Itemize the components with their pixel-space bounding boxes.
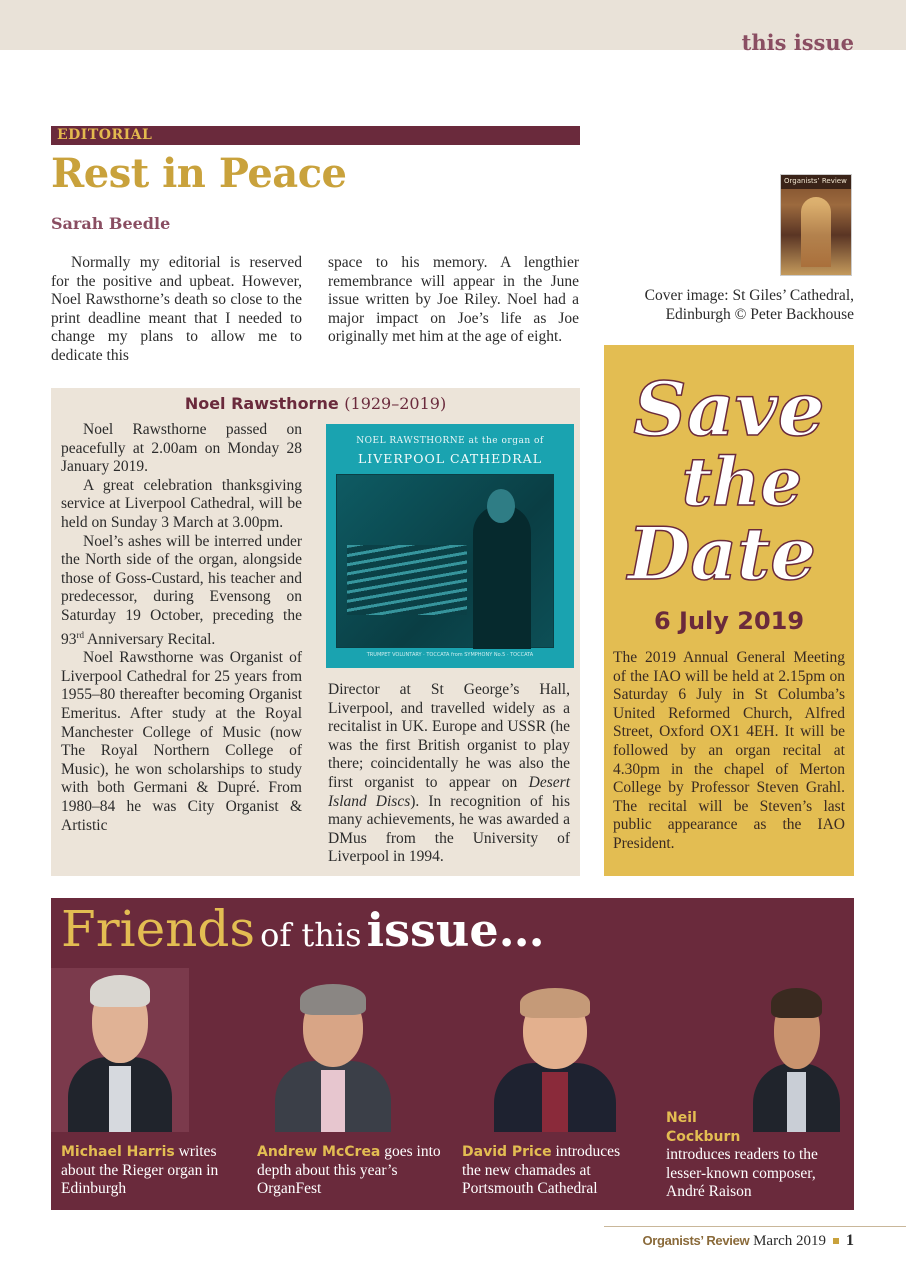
- editorial-title: Rest in Peace: [51, 150, 347, 197]
- page-number: 1: [846, 1232, 854, 1249]
- section-label: this issue: [741, 30, 854, 55]
- editorial-column-1: Normally my editorial is reserved for the positive and upbeat. However, Noel Rawsthorne’s death so close to the print deadline meant that I needed to change my plans to allow me to dedicate this: [51, 254, 302, 364]
- record-cover-image: [326, 424, 574, 668]
- obituary-title-name: Noel Rawsthorne: [184, 394, 339, 413]
- record-cover-line-1: NOEL RAWSTHORNE at the organ of: [356, 436, 544, 446]
- editorial-author: Sarah Beedle: [51, 214, 171, 233]
- footer-issue: March 2019: [753, 1233, 826, 1249]
- editorial-kicker: EDITORIAL: [57, 127, 153, 143]
- contributor-caption: Andrew McCrea goes into depth about this year’s OrganFest: [257, 1143, 441, 1198]
- cover-thumbnail: [780, 174, 852, 276]
- page-footer: [642, 1232, 854, 1250]
- contributor-photo: [257, 978, 409, 1132]
- cover-thumbnail-masthead: Organists’ Review: [784, 177, 847, 185]
- save-the-date-script-graphic: [622, 359, 836, 589]
- contributor-photo: [51, 968, 189, 1132]
- save-script-word: Date: [627, 511, 817, 589]
- obituary-paragraph: Noel Rawsthorne passed on peacefully at 2.00am on Monday 28 January 2019.: [61, 421, 302, 476]
- obituary-paragraph: Noel Rawsthorne was Organist of Liverpool Cathedral for 25 years from 1955–80 thereafter becoming Organist Emeritus. After study at the Royal Manchester College of Music (now The Royal Northern College of Music), he won scholarships to study with both Germani & Dupré. From 1980–84 he was City Organist & Artistic: [61, 649, 302, 834]
- save-script-word: Save: [633, 367, 825, 453]
- record-cover-line-2: LIVERPOOL CATHEDRAL: [357, 451, 542, 466]
- friends-of-this-issue: [51, 898, 854, 1210]
- contributor-caption: Michael Harris writes about the Rieger organ in Edinburgh: [61, 1143, 219, 1198]
- save-script-word: the: [681, 443, 803, 521]
- obituary-paragraph: Noel’s ashes will be interred under the North side of the organ, alongside those of Goss-Custard, his teacher and predecessor, during Evensong on Saturday 19 October, preceding the 93rd Anniversary Recital.: [61, 532, 302, 648]
- record-cover-tracks: TRUMPET VOLUNTARY · TOCCATA from SYMPHONY No.5 · TOCCATA: [366, 652, 534, 658]
- obituary-title: [51, 394, 580, 413]
- save-the-date-date: 6 July 2019: [653, 607, 805, 635]
- editorial-kicker-bar: [51, 126, 580, 145]
- contributor-photo: [475, 982, 635, 1132]
- contributor-caption: David Price introduces the new chamades at Portsmouth Cathedral: [462, 1143, 621, 1198]
- obituary-sidebar: [51, 388, 580, 876]
- save-the-date-text: The 2019 Annual General Meeting of the IAO will be held at 2.15pm on Saturday 6 July in St Columba’s United Reformed Church, Alfred Street, Oxford OX1 4EH. It will be followed by an organ recital at 4.30pm in the chapel of Merton College by Professor Steven Grahl. The recital will be Steven’s last public appearance as the IAO President.: [613, 649, 845, 852]
- cover-caption: Cover image: St Giles’ Cathedral, Edinburgh © Peter Backhouse: [644, 287, 854, 323]
- footer-rule: [604, 1226, 906, 1227]
- editorial-column-2: space to his memory. A lengthier remembrance will appear in the June issue written by Joe Riley. Noel had a major impact on Joe’s life as Joe originally met him at the age of eight.: [328, 254, 579, 346]
- save-the-date-box: [604, 345, 854, 876]
- obituary-column-2: Director at St George’s Hall, Liverpool, and travelled widely as a recitalist in UK. Europe and USSR (he was the first British organist to play there; coincidentally he was also the first organist to appear on Desert Island Discs). In recognition of his many achievements, he was awarded a DMus from the University of Liverpool in 1994.: [328, 681, 570, 866]
- obituary-title-years: (1929–2019): [344, 394, 447, 413]
- obituary-paragraph: A great celebration thanksgiving service at Liverpool Cathedral, will be held on Sunday 3 March at 3.00pm.: [61, 476, 302, 531]
- organist-photo: [336, 474, 554, 648]
- obituary-column-1: [61, 421, 302, 835]
- contributor-caption: Neil Cockburn introduces readers to the lesser-known composer, André Raison: [666, 1110, 818, 1201]
- footer-magazine: Organists’ Review: [642, 1233, 750, 1248]
- friends-heading: Friends of this issue…: [61, 900, 545, 958]
